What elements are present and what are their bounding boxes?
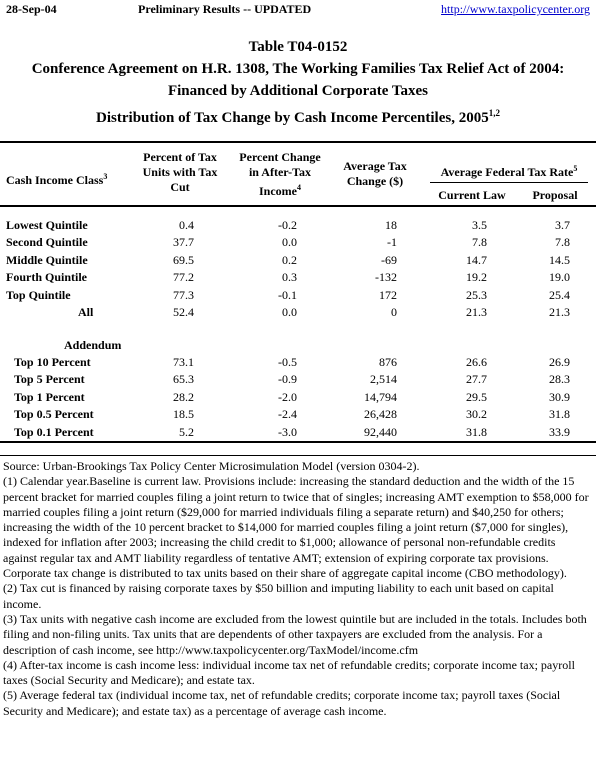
note-3: (3) Tax units with negative cash income are excluded from the lowest quintile but are included in the totals. Includes both filing and non-filing units. Tax units that are dependents of other taxpayers are excluded from the analysis. For a description of cash income, see http://www.taxpolicycenter.org/TaxModel/income.cfm	[3, 611, 587, 657]
table-id: Table T04-0152	[248, 39, 348, 55]
cell-pct-cut: 0.4	[179, 218, 194, 232]
footnote-ref: 1,2	[488, 108, 500, 118]
col-percent-with-cut: Percent of Tax Units with Tax Cut	[142, 150, 218, 194]
cell-current: 31.8	[466, 424, 487, 439]
header-rule-top	[0, 141, 596, 143]
cell-proposal: 14.5	[549, 252, 570, 267]
table-titles	[0, 36, 596, 124]
cell-avg-change: -1	[387, 235, 397, 250]
cell-pct-cut: 37.7	[173, 235, 194, 250]
col-current-law: Current Law	[438, 188, 506, 202]
cell-pct-cut: 77.3	[173, 287, 194, 302]
col-average-tax-change: Average Tax Change ($)	[343, 159, 407, 188]
cell-current: 25.3	[466, 287, 487, 302]
report-date: 28-Sep-04	[6, 2, 57, 16]
cell-current: 21.3	[466, 305, 487, 319]
cell-avg-change: 18	[385, 218, 397, 232]
cell-pct-change: 0.2	[282, 252, 297, 267]
cell-avg-change: 14,794	[364, 389, 397, 404]
note-4: (4) After-tax income is cash income less: individual income tax net of refundable credits; corporate income tax; payroll taxes (Social Security and Medicare); and estate tax.	[3, 657, 575, 688]
cell-proposal: 26.9	[549, 355, 570, 369]
cell-pct-change: -2.0	[278, 389, 297, 404]
cell-proposal: 3.7	[555, 218, 570, 232]
row-label: Top 0.5 Percent	[14, 407, 94, 422]
cell-proposal: 33.9	[549, 424, 570, 439]
cell-pct-cut: 69.5	[173, 252, 194, 267]
cell-avg-change: -132	[375, 270, 397, 285]
report-status: Preliminary Results -- UPDATED	[138, 2, 312, 16]
row-label: Lowest Quintile	[6, 218, 88, 232]
note-2: (2) Tax cut is financed by raising corporate taxes by $50 billion and imputing liability to each unit based on capital income.	[3, 581, 554, 611]
cell-pct-cut: 73.1	[173, 355, 194, 369]
table-rule-bottom	[0, 441, 596, 443]
row-label: Middle Quintile	[6, 252, 88, 267]
cell-pct-cut: 65.3	[173, 372, 194, 387]
cell-avg-change: 172	[379, 287, 397, 302]
cell-current: 30.2	[466, 407, 487, 422]
cell-current: 27.7	[466, 372, 487, 387]
col-proposal: Proposal	[532, 188, 578, 202]
col-cash-income-class: Cash Income Class$^3$	[6, 172, 108, 187]
col-percent-change-after-tax: Percent Change in After-Tax Income$^4$	[239, 150, 321, 198]
table-title-line2: Financed by Additional Corporate Taxes	[167, 83, 429, 99]
note-1: (1) Calendar year.Baseline is current law. Provisions include: increasing the standard deduction and the width of the 15 percent bracket for married couples filing a joint return to twice that of singles; increasing AMT exemption to $58,000 for married couples filing a joint return ($29,000 for married individuals filing a separate return) and $40,250 for others; increasing the width of the 10 percent bracket to $14,000 for married couples filing a joint return ($7,000 for singles), indexed for inflation after 2003; increasing the child credit to $1,000; allowance of personal non-refundable credits against regular tax and AMT liability regardless of tentative AMT; extension of expiring corporate tax provisions. Corporate tax change is distributed to tax units based on their share of aggregate capital income (CBO methodology).	[3, 474, 589, 581]
notes-rule	[0, 455, 596, 456]
footnotes	[3, 459, 591, 719]
cell-proposal: 28.3	[549, 372, 570, 387]
cell-pct-cut: 52.4	[173, 305, 194, 319]
row-label: Second Quintile	[6, 235, 88, 250]
row-label: Top 10 Percent	[14, 355, 91, 369]
rate-group-rule	[430, 182, 588, 183]
cell-proposal: 21.3	[549, 305, 570, 319]
website-link[interactable]: http://www.taxpolicycenter.org	[441, 2, 590, 16]
cell-pct-change: -0.1	[278, 287, 297, 302]
cell-current: 26.6	[466, 355, 487, 369]
cell-pct-cut: 5.2	[179, 424, 194, 439]
cell-avg-change: 876	[379, 355, 397, 369]
cell-current: 14.7	[466, 252, 487, 267]
cell-pct-change: 0.0	[282, 305, 297, 319]
table-title-line3: Distribution of Tax Change by Cash Income Percentiles, 2005$^{1,2}$	[96, 108, 500, 126]
cell-current: 3.5	[472, 218, 487, 232]
note-5: (5) Average federal tax (individual income tax, net of refundable credits; corporate income tax; payroll taxes (Social Security and Medicare); and estate tax) as a percentage of average cash income.	[3, 688, 561, 718]
cell-avg-change: 0	[391, 305, 397, 319]
row-label: All	[78, 305, 94, 319]
cell-proposal: 31.8	[549, 407, 570, 422]
cell-pct-change: 0.0	[282, 235, 297, 250]
cell-pct-change: -0.5	[278, 355, 297, 369]
cell-current: 19.2	[466, 270, 487, 285]
cell-pct-cut: 28.2	[173, 389, 194, 404]
cell-pct-change: -0.9	[278, 372, 297, 387]
cell-avg-change: 26,428	[364, 407, 397, 422]
table-title-line1: Conference Agreement on H.R. 1308, The Working Families Tax Relief Act of 2004:	[31, 61, 565, 77]
row-label: Top 1 Percent	[14, 389, 85, 404]
cell-pct-cut: 18.5	[173, 407, 194, 422]
cell-avg-change: 2,514	[370, 372, 397, 387]
cell-pct-change: 0.3	[282, 270, 297, 285]
cell-pct-change: -0.2	[278, 218, 297, 232]
cell-proposal: 25.4	[549, 287, 570, 302]
row-label: Top 0.1 Percent	[14, 424, 94, 439]
row-label: Fourth Quintile	[6, 270, 88, 285]
cell-proposal: 7.8	[555, 235, 570, 250]
cell-current: 7.8	[472, 235, 487, 250]
row-label: Top Quintile	[6, 287, 71, 302]
cell-avg-change: -69	[381, 252, 397, 267]
header-rule-bottom	[0, 205, 596, 207]
cell-current: 29.5	[466, 389, 487, 404]
cell-pct-change: -2.4	[278, 407, 297, 422]
addendum-label: Addendum	[64, 338, 122, 352]
cell-pct-cut: 77.2	[173, 270, 194, 285]
cell-proposal: 30.9	[549, 389, 570, 404]
cell-avg-change: 92,440	[364, 424, 397, 439]
col-average-federal-tax-rate: Average Federal Tax Rate$^5$	[440, 164, 578, 179]
note-source: Source: Urban-Brookings Tax Policy Center Microsimulation Model (version 0304-2).	[3, 459, 420, 473]
page-header	[6, 2, 590, 18]
cell-proposal: 19.0	[549, 270, 570, 285]
cell-pct-change: -3.0	[278, 424, 297, 439]
row-label: Top 5 Percent	[14, 372, 85, 387]
